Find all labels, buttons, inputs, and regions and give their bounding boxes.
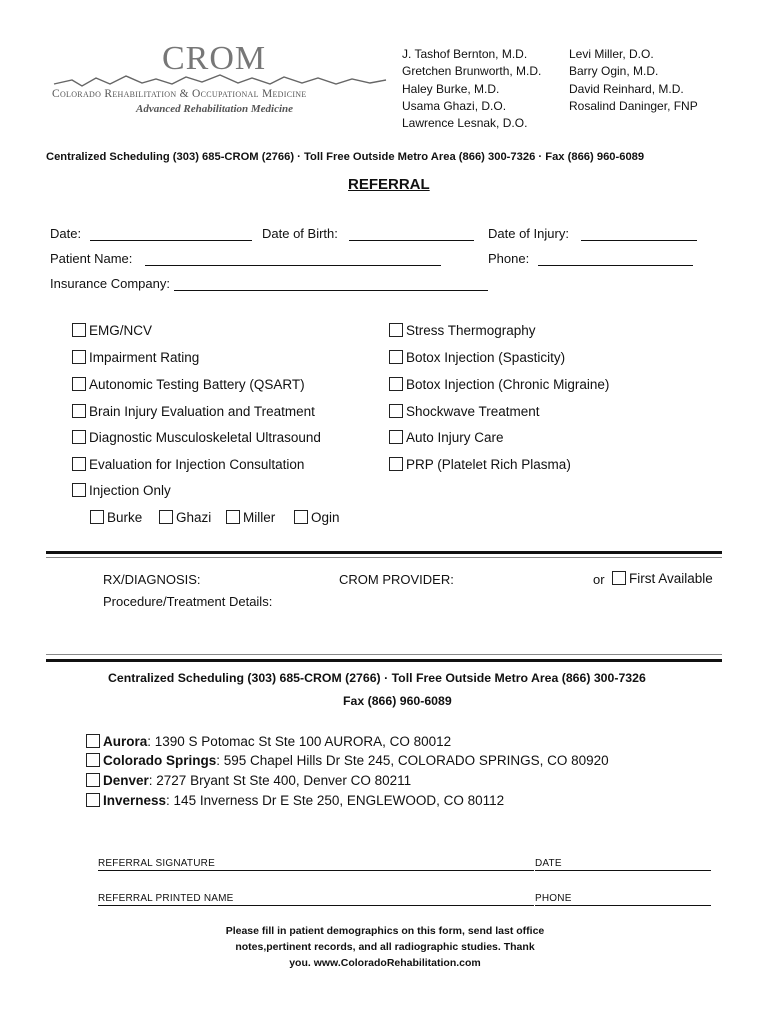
doctor-name: Levi Miller, D.O. xyxy=(569,47,654,61)
referral-printed-name-field[interactable] xyxy=(98,905,534,906)
patient-label: Patient Name: xyxy=(50,251,133,266)
checkbox[interactable] xyxy=(612,571,626,585)
checkbox[interactable] xyxy=(86,753,100,767)
doctor-name: J. Tashof Bernton, M.D. xyxy=(402,47,528,61)
referral-signature-field[interactable] xyxy=(98,870,534,871)
procedure-details-label: Procedure/Treatment Details: xyxy=(103,594,273,609)
location-option[interactable]: Aurora: 1390 S Potomac St Ste 100 AURORA, CO 80012 xyxy=(86,734,451,749)
divider xyxy=(46,551,722,554)
or-label: or xyxy=(593,572,605,587)
doctor-name: Haley Burke, M.D. xyxy=(402,81,500,96)
location-option[interactable]: Inverness: 145 Inverness Dr E Ste 250, ENGLEWOOD, CO 80112 xyxy=(86,793,504,808)
logo xyxy=(52,40,388,118)
checkbox[interactable] xyxy=(72,323,86,337)
service-option[interactable]: Injection Only xyxy=(72,483,171,498)
rx-diagnosis-label: RX/DIAGNOSIS: xyxy=(103,572,201,587)
service-option[interactable]: EMG/NCV xyxy=(72,323,152,338)
service-option[interactable]: PRP (Platelet Rich Plasma) xyxy=(389,457,571,472)
checkbox[interactable] xyxy=(389,430,403,444)
divider xyxy=(46,557,722,558)
checkbox[interactable] xyxy=(86,773,100,787)
checkbox[interactable] xyxy=(72,350,86,364)
checkbox[interactable] xyxy=(226,510,240,524)
logo-line1: Colorado Rehabilitation & Occupational Medicine xyxy=(52,88,307,100)
service-option[interactable]: Diagnostic Musculoskeletal Ultrasound xyxy=(72,430,321,445)
service-option[interactable]: Brain Injury Evaluation and Treatment xyxy=(72,404,315,419)
service-option[interactable]: Autonomic Testing Battery (QSART) xyxy=(72,377,305,392)
doctor-name: Rosalind Daninger, FNP xyxy=(569,98,698,113)
service-option[interactable]: Evaluation for Injection Consultation xyxy=(72,457,304,472)
insurance-label: Insurance Company: xyxy=(50,276,170,291)
injection-doctor-option[interactable]: Miller xyxy=(226,510,275,525)
first-available-option[interactable]: First Available xyxy=(612,571,713,586)
checkbox[interactable] xyxy=(389,323,403,337)
service-option[interactable]: Botox Injection (Spasticity) xyxy=(389,350,565,365)
date-signature-label: DATE xyxy=(535,858,562,869)
footer-line: notes,pertinent records, and all radiographic studies. Thank xyxy=(235,941,535,953)
footer-note xyxy=(185,923,585,971)
date-label: Date: xyxy=(50,226,82,241)
doctors-left xyxy=(402,46,541,132)
checkbox[interactable] xyxy=(86,734,100,748)
doctor-name: David Reinhard, M.D. xyxy=(569,81,684,96)
checkbox[interactable] xyxy=(159,510,173,524)
doctor-name: Gretchen Brunworth, M.D. xyxy=(402,64,542,79)
scheduling-bottom: Centralized Scheduling (303) 685-CROM (2766) · Toll Free Outside Metro Area (866) 300-7326 xyxy=(108,671,646,685)
service-option[interactable]: Auto Injury Care xyxy=(389,430,504,445)
checkbox[interactable] xyxy=(389,404,403,418)
phone-label: Phone: xyxy=(488,251,530,266)
checkbox[interactable] xyxy=(72,457,86,471)
service-option[interactable]: Stress Thermography xyxy=(389,323,536,338)
checkbox[interactable] xyxy=(389,377,403,391)
checkbox[interactable] xyxy=(72,404,86,418)
footer-line: Please fill in patient demographics on this form, send last office xyxy=(225,925,545,937)
doi-field[interactable] xyxy=(581,240,697,241)
logo-name: CROM xyxy=(162,40,267,77)
date-field[interactable] xyxy=(90,240,252,241)
referral-printed-name-label: REFERRAL PRINTED NAME xyxy=(98,893,234,904)
service-option[interactable]: Botox Injection (Chronic Migraine) xyxy=(389,377,609,392)
divider xyxy=(46,654,722,655)
injection-doctor-option[interactable]: Ogin xyxy=(294,510,340,525)
crom-provider-label: CROM PROVIDER: xyxy=(339,572,454,587)
referral-signature-label: REFERRAL SIGNATURE xyxy=(98,858,215,869)
scheduling-fax: Fax (866) 960-6089 xyxy=(343,694,452,708)
page-title: REFERRAL xyxy=(348,176,430,193)
logo-line2: Advanced Rehabilitation Medicine xyxy=(136,103,294,115)
doctor-name: Usama Ghazi, D.O. xyxy=(402,98,507,113)
footer-line: you. www.ColoradoRehabilitation.com xyxy=(289,957,481,969)
phone-signature-label: PHONE xyxy=(535,893,572,904)
location-option[interactable]: Colorado Springs: 595 Chapel Hills Dr Ste 245, COLORADO SPRINGS, CO 80920 xyxy=(86,753,609,768)
phone-field[interactable] xyxy=(538,265,693,266)
checkbox[interactable] xyxy=(294,510,308,524)
checkbox[interactable] xyxy=(90,510,104,524)
doi-label: Date of Injury: xyxy=(488,226,569,241)
dob-field[interactable] xyxy=(349,240,474,241)
injection-doctor-option[interactable]: Ghazi xyxy=(159,510,211,525)
injection-doctor-option[interactable]: Burke xyxy=(90,510,142,525)
insurance-field[interactable] xyxy=(174,290,488,291)
doctor-name: Barry Ogin, M.D. xyxy=(569,64,659,79)
phone-signature-field[interactable] xyxy=(535,905,711,906)
patient-field[interactable] xyxy=(145,265,441,266)
checkbox[interactable] xyxy=(72,483,86,497)
checkbox[interactable] xyxy=(72,430,86,444)
checkbox[interactable] xyxy=(389,457,403,471)
doctors-right xyxy=(569,46,698,115)
doctor-name: Lawrence Lesnak, D.O. xyxy=(402,116,528,131)
service-option[interactable]: Shockwave Treatment xyxy=(389,404,540,419)
checkbox[interactable] xyxy=(72,377,86,391)
checkbox[interactable] xyxy=(389,350,403,364)
dob-label: Date of Birth: xyxy=(262,226,338,241)
divider xyxy=(46,659,722,662)
scheduling-top: Centralized Scheduling (303) 685-CROM (2766) · Toll Free Outside Metro Area (866) 300-7326 · Fax (866) 960-6089 xyxy=(46,151,645,163)
service-option[interactable]: Impairment Rating xyxy=(72,350,199,365)
checkbox[interactable] xyxy=(86,793,100,807)
date-signature-field[interactable] xyxy=(535,870,711,871)
location-option[interactable]: Denver: 2727 Bryant St Ste 400, Denver CO 80211 xyxy=(86,773,411,788)
